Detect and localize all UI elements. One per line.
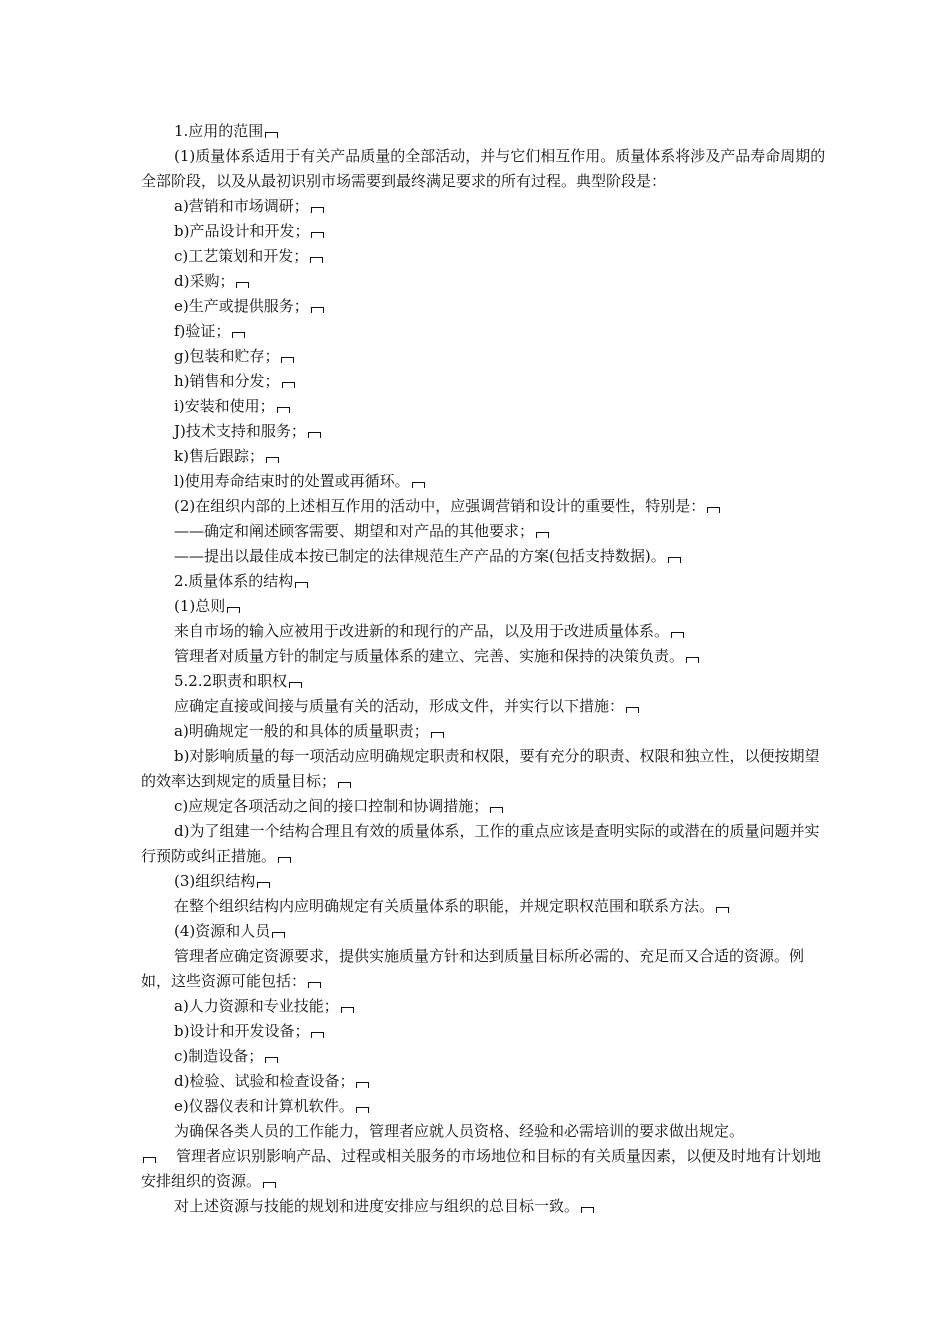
paragraph-mark-icon: [308, 432, 321, 438]
paragraph-text: d)检验、试验和检查设备；: [174, 1072, 355, 1090]
paragraph-text: g)包装和贮存；: [174, 347, 280, 365]
paragraph-text: d)为了组建一个结构合理且有效的质量体系，工作的重点应该是查明实际的或潜在的质量问题并实行预防或纠正措施。: [141, 822, 820, 865]
paragraph-line: [141, 519, 831, 544]
paragraph-text: e)生产或提供服务；: [174, 297, 309, 315]
paragraph-line: [141, 644, 831, 669]
paragraph-text: (1)总则: [174, 597, 226, 615]
paragraph-line: [141, 719, 831, 744]
paragraph-text: (3)组织结构: [174, 872, 256, 890]
paragraph-mark-icon: [263, 1182, 276, 1188]
paragraph-text: b)产品设计和开发；: [174, 222, 310, 240]
paragraph-text: 管理者对质量方针的制定与质量体系的建立、完善、实施和保持的决策负责。: [174, 647, 685, 665]
paragraph-text: c)制造设备；: [174, 1047, 264, 1065]
paragraph-text: 管理者应识别影响产品、过程或相关服务的市场地位和目标的有关质量因素，以便及时地有计划地安排组织的资源。: [141, 1147, 822, 1190]
paragraph-mark-icon: [282, 382, 295, 388]
paragraph-text: a)人力资源和专业技能；: [174, 997, 339, 1015]
paragraph-line: [141, 744, 831, 794]
paragraph-text: a)明确规定一般的和具体的质量职责；: [174, 722, 429, 740]
paragraph-text: i)安装和使用；: [174, 397, 275, 415]
paragraph-mark-icon: [289, 682, 302, 688]
paragraph-mark-icon: [311, 207, 324, 213]
paragraph-line: [141, 269, 831, 294]
paragraph-mark-icon: [716, 907, 729, 913]
paragraph-text: 1.应用的范围: [174, 122, 264, 140]
paragraph-text: (2)在组织内部的上述相互作用的活动中，应强调营销和设计的重要性，特别是：: [174, 497, 706, 515]
paragraph-text: ——确定和阐述顾客需要、期望和对产品的其他要求；: [174, 522, 535, 540]
paragraph-mark-icon: [356, 1107, 369, 1113]
paragraph-mark-icon: [281, 357, 294, 363]
paragraph-mark-icon: [311, 307, 324, 313]
paragraph-text: c)应规定各项活动之间的接口控制和协调措施；: [174, 797, 489, 815]
paragraph-line: [141, 919, 831, 944]
paragraph-mark-icon: [278, 857, 291, 863]
paragraph-mark-icon: [232, 332, 245, 338]
paragraph-line: [141, 444, 831, 469]
paragraph-line: [141, 1019, 831, 1044]
paragraph-line: [141, 1194, 831, 1219]
paragraph-line: [141, 1069, 831, 1094]
paragraph-mark-icon: [257, 882, 270, 888]
paragraph-line: [141, 1094, 831, 1119]
paragraph-mark-icon: [581, 1207, 594, 1213]
paragraph-mark-icon: [536, 532, 549, 538]
paragraph-mark-icon: [266, 457, 279, 463]
paragraph-mark-icon: [236, 282, 249, 288]
paragraph-line: [141, 319, 831, 344]
paragraph-mark-icon: [310, 257, 323, 263]
paragraph-mark-icon: [308, 982, 321, 988]
paragraph-line: [141, 944, 831, 994]
paragraph-line: [141, 994, 831, 1019]
paragraph-text: 5.2.2职责和职权: [174, 672, 288, 690]
paragraph-mark-icon: [227, 607, 240, 613]
paragraph-line: [141, 344, 831, 369]
paragraph-line: [141, 669, 831, 694]
paragraph-line: [141, 819, 831, 869]
paragraph-text: l)使用寿命结束时的处置或再循环。: [174, 472, 410, 490]
paragraph-mark-icon: [311, 1032, 324, 1038]
paragraph-line: [141, 1044, 831, 1069]
paragraph-mark-icon: [295, 582, 308, 588]
paragraph-line: [141, 144, 831, 194]
paragraph-text: b)对影响质量的每一项活动应明确规定职责和权限，要有充分的职责、权限和独立性，以便按期望的效率达到规定的质量目标；: [141, 747, 820, 790]
paragraph-line: [141, 419, 831, 444]
paragraph-mark-icon: [668, 557, 681, 563]
paragraph-text: b)设计和开发设备；: [174, 1022, 310, 1040]
paragraph-line: [141, 119, 831, 144]
paragraph-line: [141, 594, 831, 619]
paragraph-text: 对上述资源与技能的规划和进度安排应与组织的总目标一致。: [174, 1197, 580, 1215]
paragraph-line: [141, 294, 831, 319]
paragraph-line: [141, 469, 831, 494]
paragraph-text: (4)资源和人员: [174, 922, 271, 940]
paragraph-line: [141, 569, 831, 594]
paragraph-text: 管理者应确定资源要求，提供实施质量方针和达到质量目标所必需的、充足而又合适的资源。例如，这些资源可能包括：: [141, 947, 805, 990]
paragraph-text: 在整个组织结构内应明确规定有关质量体系的职能，并规定职权范围和联系方法。: [174, 897, 715, 915]
paragraph-text: 2.质量体系的结构: [174, 572, 294, 590]
paragraph-mark-icon: [356, 1082, 369, 1088]
paragraph-text: 来自市场的输入应被用于改进新的和现行的产品，以及用于改进质量体系。: [174, 622, 670, 640]
paragraph-line: [141, 1144, 831, 1194]
paragraph-mark-icon: [143, 1157, 156, 1163]
paragraph-text: h)销售和分发；: [174, 372, 280, 390]
paragraph-text: e)仪器仪表和计算机软件。: [174, 1097, 354, 1115]
paragraph-line: [141, 894, 831, 919]
paragraph-mark-icon: [277, 407, 290, 413]
paragraph-line: [141, 794, 831, 819]
paragraph-line: [141, 369, 831, 394]
paragraph-mark-icon: [707, 507, 720, 513]
paragraph-text: 应确定直接或间接与质量有关的活动，形成文件，并实行以下措施：: [174, 697, 625, 715]
paragraph-text: J)技术支持和服务；: [174, 422, 306, 440]
paragraph-line: [141, 544, 831, 569]
paragraph-text: d)采购；: [174, 272, 235, 290]
paragraph-mark-icon: [272, 932, 285, 938]
paragraph-line: [141, 869, 831, 894]
paragraph-mark-icon: [338, 782, 351, 788]
paragraph-mark-icon: [265, 132, 278, 138]
paragraph-line: [141, 494, 831, 519]
paragraph-mark-icon: [490, 807, 503, 813]
paragraph-line: [141, 244, 831, 269]
document-body: [141, 119, 831, 1219]
paragraph-line: [141, 1119, 831, 1144]
paragraph-mark-icon: [431, 732, 444, 738]
paragraph-text: 为确保各类人员的工作能力，管理者应就人员资格、经验和必需培训的要求做出规定。: [174, 1122, 745, 1140]
paragraph-mark-icon: [671, 632, 684, 638]
paragraph-text: c)工艺策划和开发；: [174, 247, 309, 265]
paragraph-text: k)售后跟踪；: [174, 447, 264, 465]
paragraph-mark-icon: [265, 1057, 278, 1063]
paragraph-mark-icon: [626, 707, 639, 713]
paragraph-text: (1)质量体系适用于有关产品质量的全部活动，并与它们相互作用。质量体系将涉及产品寿命周期的全部阶段，以及从最初识别市场需要到最终满足要求的所有过程。典型阶段是：: [141, 147, 826, 190]
paragraph-mark-icon: [412, 482, 425, 488]
paragraph-text: a)营销和市场调研；: [174, 197, 309, 215]
paragraph-line: [141, 394, 831, 419]
paragraph-line: [141, 219, 831, 244]
paragraph-line: [141, 694, 831, 719]
paragraph-line: [141, 194, 831, 219]
paragraph-mark-icon: [311, 232, 324, 238]
paragraph-text: f)验证；: [174, 322, 231, 340]
paragraph-text: ——提出以最佳成本按已制定的法律规范生产产品的方案(包括支持数据)。: [174, 547, 666, 565]
paragraph-mark-icon: [686, 657, 699, 663]
paragraph-mark-icon: [341, 1007, 354, 1013]
paragraph-line: [141, 619, 831, 644]
